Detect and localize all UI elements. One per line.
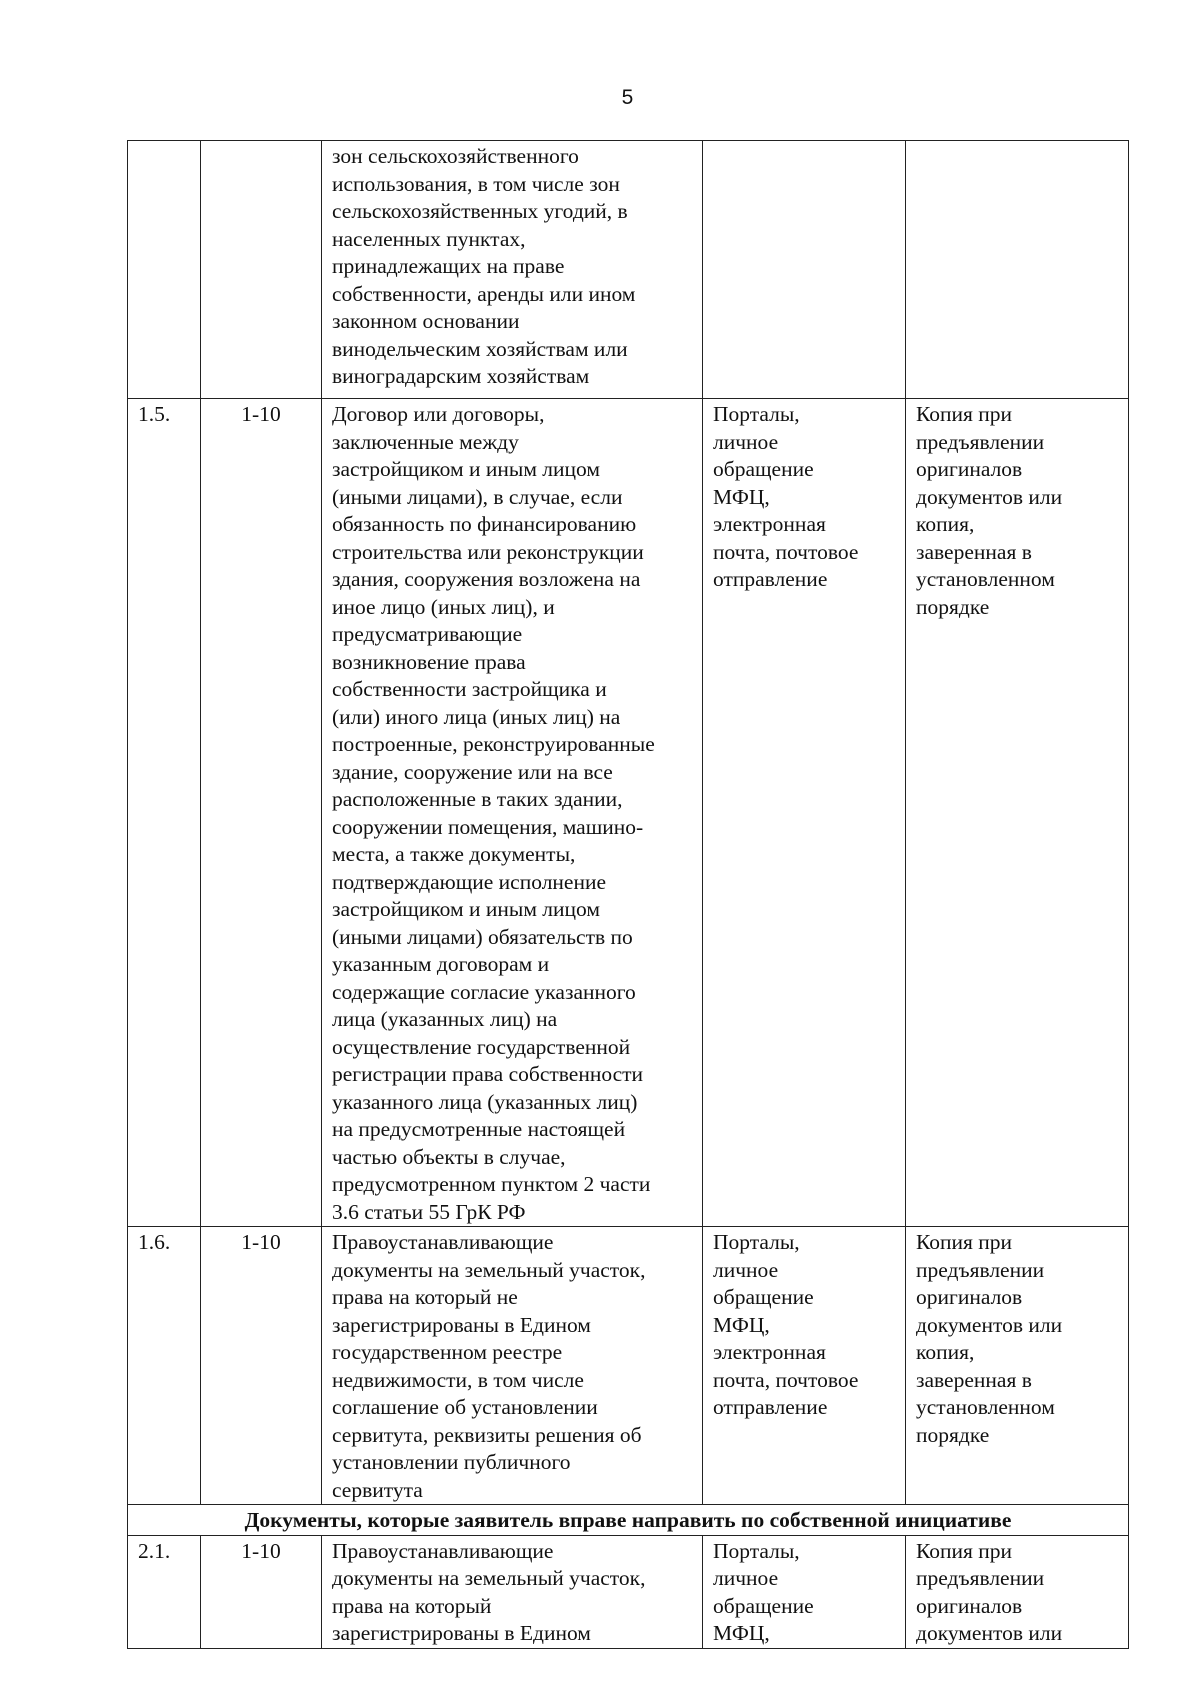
- document-name-cell: [322, 1227, 703, 1505]
- applicant-code: 1-10: [241, 1230, 281, 1254]
- document-form: Копия при предъявлении оригиналов документов или копия, заверенная в установленном порядке: [916, 1230, 1063, 1447]
- row-number: 1.5.: [138, 402, 171, 426]
- table-row: [128, 1227, 1129, 1505]
- applicant-code-cell: [201, 399, 322, 1227]
- applicant-code-cell: [201, 141, 322, 399]
- document-name-cell: [322, 141, 703, 399]
- document-form: Копия при предъявлении оригиналов документов или копия, заверенная в установленном порядке: [916, 402, 1063, 619]
- applicant-code: 1-10: [241, 402, 281, 426]
- document-form-cell: [906, 1535, 1129, 1648]
- document-form-cell: [906, 141, 1129, 399]
- document-name: Договор или договоры, заключенные между застройщиком и иным лицом (иными лицами), в случае, если обязанность по финансированию строительства или реконструкции здания, сооружения возложена на иное лицо (иных лиц), и предусматривающие возникновение права собственности застройщика и (или) иного лица (иных лиц) на построенные, реконструированные здание, сооружение или на все расположенные в таких здании, сооружении помещения, машино- места, а также документы, подтверждающие исполнение застройщиком и иным лицом (иными лицами) обязательств по указанным договорам и содержащие согласие указанного лица (указанных лиц) на осуществление государственной регистрации права собственности указанного лица (указанных лиц) на предусмотренные настоящей частью объекты в случае, предусмотренном пунктом 2 части 3.6 статьи 55 ГрК РФ: [332, 402, 655, 1224]
- section-heading-row: [128, 1505, 1129, 1536]
- row-number: 2.1.: [138, 1538, 171, 1563]
- submission-method-cell: [703, 399, 906, 1227]
- table-row: [128, 1535, 1129, 1648]
- submission-method: Порталы, личное обращение МФЦ, электронная почта, почтовое отправление: [713, 402, 859, 591]
- document-form: Копия при предъявлении оригиналов документов или: [916, 1538, 1063, 1645]
- submission-method: Порталы, личное обращение МФЦ, электронная почта, почтовое отправление: [713, 1230, 859, 1419]
- document-form-cell: [906, 1227, 1129, 1505]
- submission-method: Порталы, личное обращение МФЦ,: [713, 1538, 814, 1645]
- row-number-cell: [128, 1535, 201, 1648]
- section-heading: Документы, которые заявитель вправе направить по собственной инициативе: [128, 1505, 1129, 1536]
- document-name: зон сельскохозяйственного использования, в том числе зон сельскохозяйственных угодий, в населенных пунктах, принадлежащих на праве собственности, аренды или ином законном основании винодельческим хозяйствам или виноградарским хозяйствам: [332, 144, 636, 388]
- submission-method-cell: [703, 1227, 906, 1505]
- applicant-code: 1-10: [241, 1538, 281, 1563]
- submission-method-cell: [703, 1535, 906, 1648]
- table-row: [128, 399, 1129, 1227]
- document-form-cell: [906, 399, 1129, 1227]
- row-number-cell: [128, 399, 201, 1227]
- document-name: Правоустанавливающие документы на земельный участок, права на который не зарегистрированы в Едином государственном реестре недвижимости, в том числе соглашение об установлении сервитута, реквизиты решения об установлении публичного сервитута: [332, 1230, 646, 1502]
- table-row: [128, 141, 1129, 399]
- document-name-cell: [322, 399, 703, 1227]
- documents-table: [127, 140, 1129, 1649]
- document-name: Правоустанавливающие документы на земельный участок, права на который зарегистрированы в Едином: [332, 1538, 646, 1645]
- row-number-cell: [128, 1227, 201, 1505]
- submission-method-cell: [703, 141, 906, 399]
- page-number: 5: [621, 86, 634, 109]
- document-name-cell: [322, 1535, 703, 1648]
- applicant-code-cell: [201, 1535, 322, 1648]
- applicant-code-cell: [201, 1227, 322, 1505]
- row-number: 1.6.: [138, 1230, 171, 1254]
- row-number-cell: [128, 141, 201, 399]
